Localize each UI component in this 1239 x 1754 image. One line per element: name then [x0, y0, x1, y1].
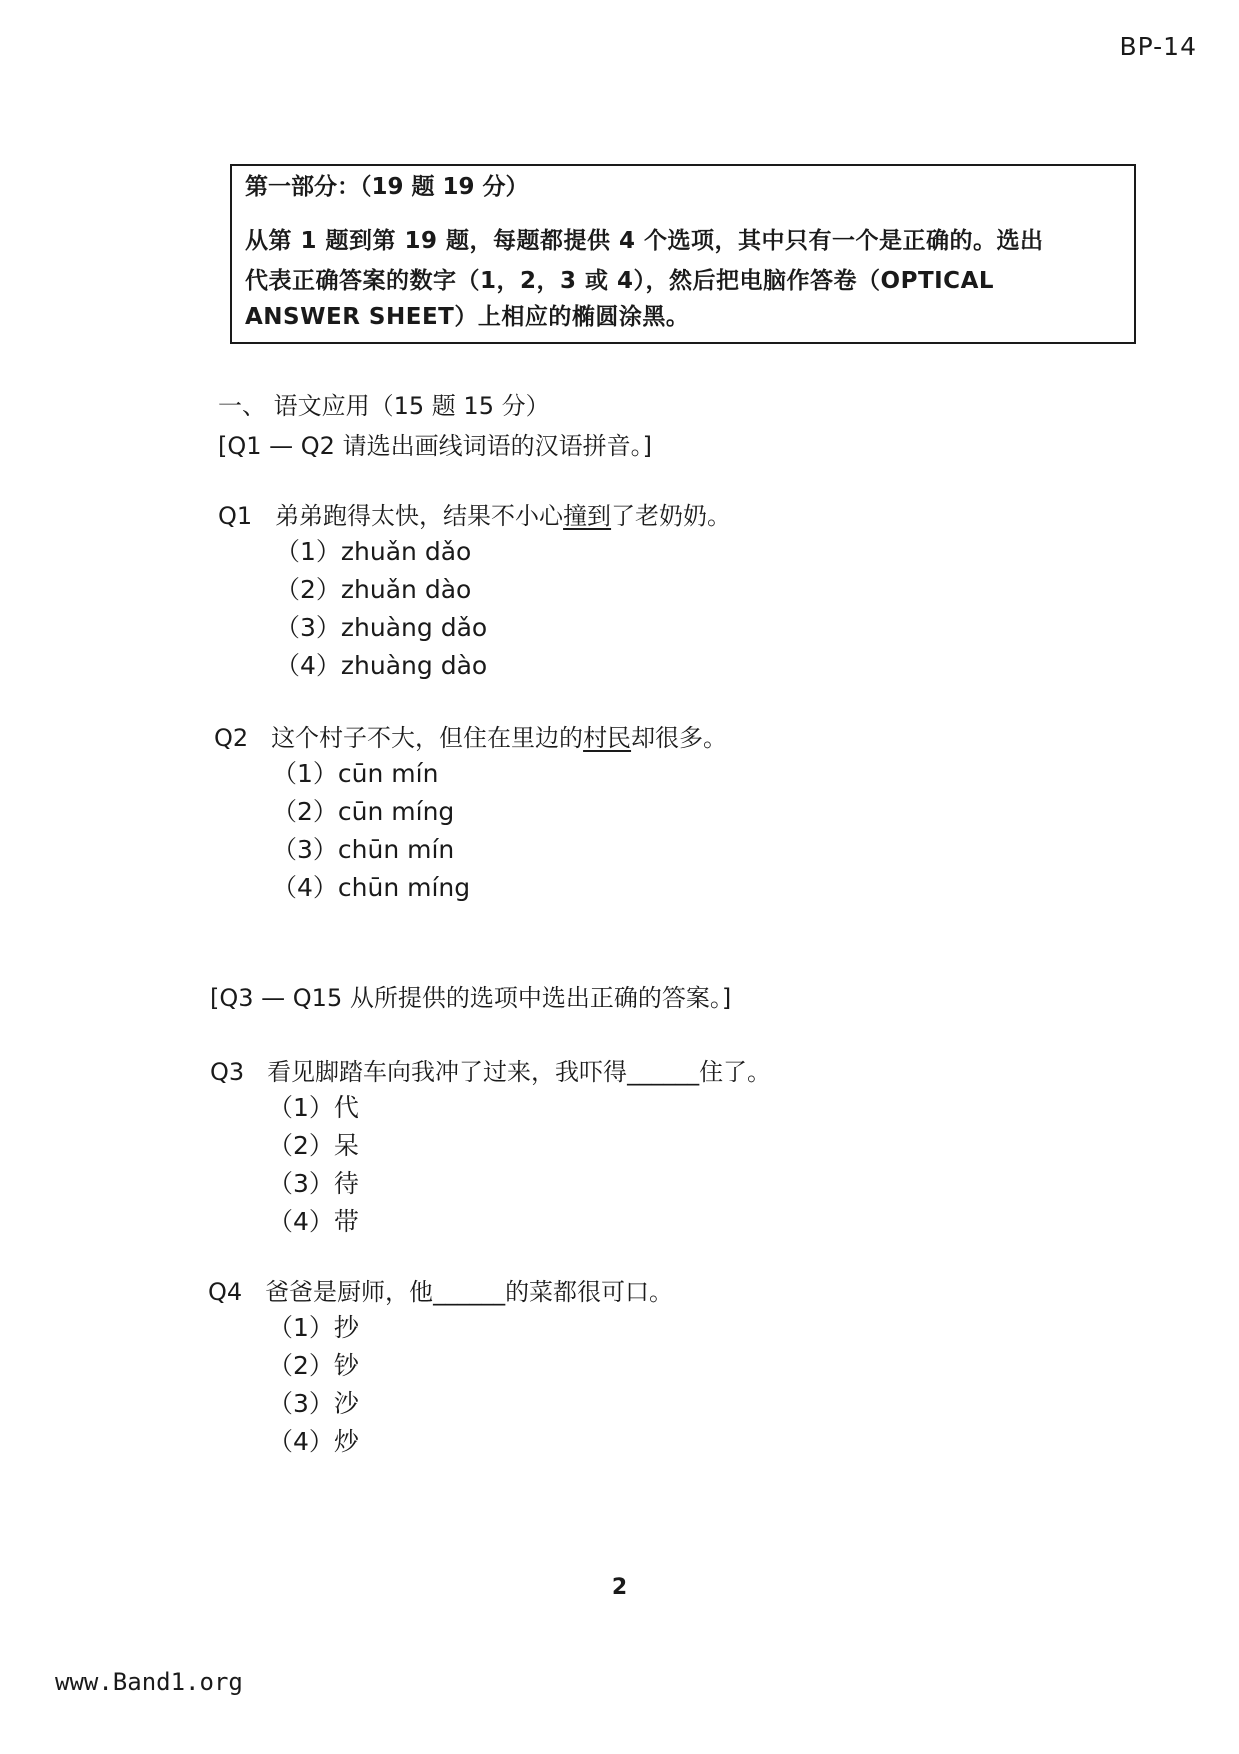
question-text-after: 了老奶奶。 [611, 502, 732, 530]
option-q3-2: （2）呆 [268, 1131, 359, 1160]
question-text-before: 看见脚踏车向我冲了过来，我吓得 [267, 1058, 628, 1086]
answer-blank: ______ [433, 1278, 506, 1306]
instructions-line-1: 从第 1 题到第 19 题，每题都提供 4 个选项，其中只有一个是正确的。选出 [245, 228, 1044, 254]
option-q1-4: （4）zhuàng dào [275, 651, 488, 680]
option-q3-1: （1）代 [268, 1093, 359, 1122]
instructions-line-3: ANSWER SHEET）上相应的椭圆涂黑。 [245, 304, 690, 330]
question-text-after: 却很多。 [631, 724, 728, 752]
section-note-q3-q15: [Q3 — Q15 从所提供的选项中选出正确的答案。] [210, 984, 732, 1012]
site-watermark: www.Band1.org [55, 1668, 243, 1696]
question-q1 [218, 496, 731, 531]
instructions-title: 第一部分：（19 题 19 分） [245, 174, 529, 200]
option-q4-3: （3）沙 [268, 1389, 359, 1418]
option-q1-3: （3）zhuàng dǎo [275, 613, 488, 642]
option-q3-4: （4）带 [268, 1207, 359, 1236]
option-q4-4: （4）炒 [268, 1427, 359, 1456]
question-q4 [208, 1272, 673, 1307]
question-text-before: 这个村子不大，但住在里边的 [271, 724, 584, 752]
question-q2 [214, 718, 727, 753]
instructions-line-2: 代表正确答案的数字（1，2，3 或 4），然后把电脑作答卷（OPTICAL [245, 268, 995, 294]
question-number: Q2 [214, 724, 249, 752]
question-text-before: 爸爸是厨师，他 [265, 1278, 434, 1306]
underlined-word: 撞到 [563, 502, 612, 530]
answer-blank: ______ [627, 1058, 700, 1086]
question-q3 [210, 1052, 771, 1087]
question-number: Q4 [208, 1278, 243, 1306]
option-q2-2: （2）cūn míng [272, 797, 455, 826]
option-q4-2: （2）钞 [268, 1351, 359, 1380]
section-note-q1-q2: [Q1 — Q2 请选出画线词语的汉语拼音。] [218, 432, 652, 460]
section-heading: 一、 语文应用（15 题 15 分） [218, 392, 550, 420]
option-q2-1: （1）cūn mín [272, 759, 439, 788]
page-number: 2 [611, 1575, 628, 1600]
exam-code: BP-14 [1119, 32, 1197, 61]
option-q1-2: （2）zhuǎn dào [275, 575, 472, 604]
question-text-after: 的菜都很可口。 [505, 1278, 674, 1306]
option-q4-1: （1）抄 [268, 1313, 359, 1342]
underlined-word: 村民 [583, 724, 632, 752]
option-q2-4: （4）chūn míng [272, 873, 471, 902]
question-text-after: 住了。 [699, 1058, 772, 1086]
option-q1-1: （1）zhuǎn dǎo [275, 537, 472, 566]
option-q3-3: （3）待 [268, 1169, 359, 1198]
option-q2-3: （3）chūn mín [272, 835, 455, 864]
question-text-before: 弟弟跑得太快，结果不小心 [275, 502, 564, 530]
question-number: Q3 [210, 1058, 245, 1086]
question-number: Q1 [218, 502, 253, 530]
